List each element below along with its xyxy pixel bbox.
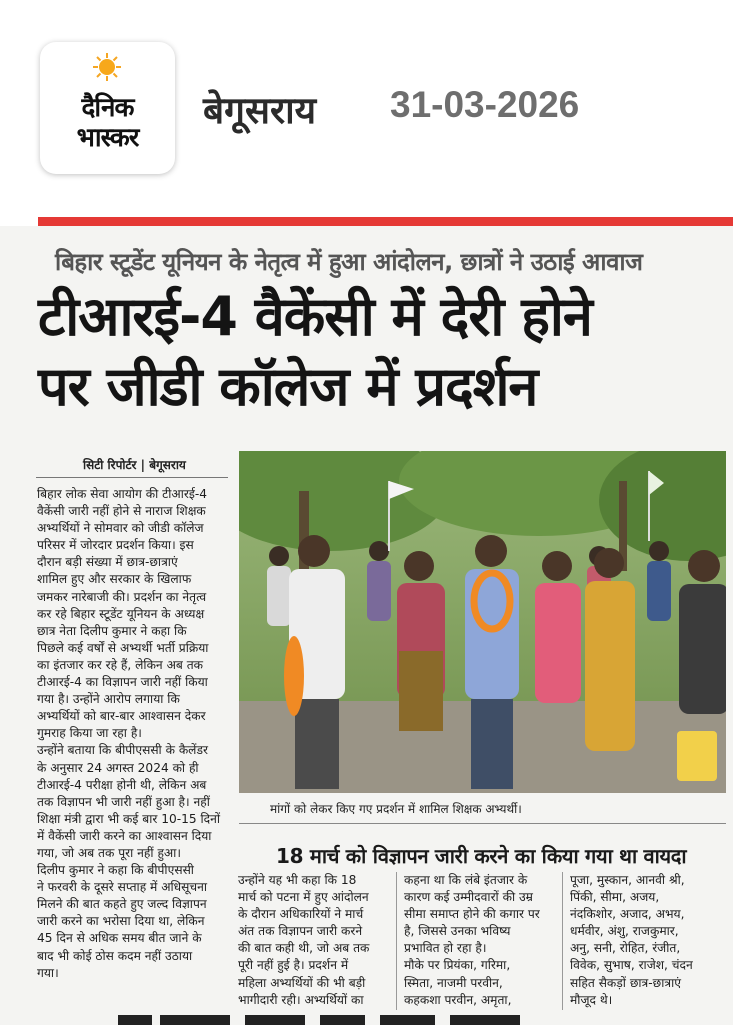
body-line: परिसर में जोरदार प्रदर्शन किया। इस [37,538,194,553]
body-line: अभ्यर्थियों को बार-बार आश्वासन देकर [37,709,206,724]
body-line: वैकेंसी जारी नहीं होने से नाराज शिक्षक [37,504,206,519]
body-line: पूरी नहीं हुई है। प्रदर्शन में [238,958,349,973]
column-divider [396,872,397,1010]
body-line: गया, जो अब तक पूरा नहीं हुआ। [37,845,181,860]
body-line: बिहार लोक सेवा आयोग की टीआरई-4 [37,487,207,501]
body-line: दिलीप कुमार ने कहा कि बीपीएससी [37,863,194,878]
body-line: दौरान बड़ी संख्या में छात्र-छात्राएं [37,555,178,570]
body-line: की बात कही थी, जो अब तक [238,941,370,956]
body-line: विवेक, सुभाष, राजेश, चंदन [570,958,693,973]
body-line: पिंकी, सीमा, अजय, [570,890,660,905]
body-line: पूजा, मुस्कान, आनवी श्री, [570,873,685,887]
body-line: गया है। उन्होंने आरोप लगाया कि [37,692,180,707]
body-line: धर्मवीर, अंशु, राजकुमार, [570,924,679,939]
body-line: टीआरई-4 का विज्ञापन जारी नहीं किया [37,675,208,690]
body-column-1 [37,486,227,982]
caption-divider [239,823,726,824]
article-kicker: बिहार स्टूडेंट यूनियन के नेतृत्व में हुआ आंदोलन, छात्रों ने उठाई आवाज [55,248,643,276]
body-line: उन्होंने बताया कि बीपीएससी के कैलेंडर [37,743,208,758]
body-line: जमकर नारेबाजी की। प्रदर्शन का नेतृत्व [37,589,207,604]
body-column-4 [570,872,730,1009]
article-headline [38,282,592,422]
sun-icon [92,52,122,82]
photo-caption: मांगों को लेकर किए गए प्रदर्शन में शामिल शिक्षक अभ्यर्थी। [270,802,522,816]
protest-photo [239,451,726,793]
body-line: के अनुसार 24 अगस्त 2024 को ही [37,760,199,775]
body-line: स्मिता, नाजमी परवीन, [404,975,503,990]
headline-line-2: पर जीडी कॉलेज में प्रदर्शन [38,355,538,418]
body-line: सीमा समाप्त होने की कगार पर [404,907,540,922]
cutoff-text-fragment [0,1010,733,1025]
body-line: अनु, सनी, रोहित, रंजीत, [570,941,681,956]
body-line: ने फरवरी के दूसरे सप्ताह में अधिसूचना [37,880,208,895]
header-divider [38,217,733,226]
body-line: गया। [37,965,59,980]
body-line: है, जिससे उनका भविष्य [404,924,511,939]
body-line: कारण कई उम्मीदवारों की उम्र [404,890,533,905]
edition-city: बेगूसराय [203,89,317,132]
body-line: छात्र नेता दिलीप कुमार ने कहा कि [37,623,187,638]
logo-text-line1: दैनिक [81,93,134,123]
body-line: 45 दिन से अधिक समय बीत जाने के [37,931,202,946]
body-line: मार्च को पटना में हुए आंदोलन [238,890,369,905]
edition-date: 31-03-2026 [390,84,580,125]
next-story-cutoff [0,1010,733,1025]
body-line: जारी करने का भरोसा दिया था, लेकिन [37,914,205,929]
body-line: अभ्यर्थियों ने सोमवार को जीडी कॉलेज [37,521,204,536]
body-line: टीआरई-4 परीक्षा होनी थी, लेकिन अब [37,777,207,792]
body-line: सहित सैकड़ों छात्र-छात्राएं [570,975,681,990]
body-line: उन्होंने यह भी कहा कि 18 [238,873,357,887]
article-subhead: 18 मार्च को विज्ञापन जारी करने का किया गया था वायदा [276,844,687,868]
body-line: महिला अभ्यर्थियों की भी बड़ी [238,975,366,990]
body-line: मौजूद थे। [570,992,613,1007]
body-line: शिक्षा मंत्री द्वारा भी कई बार 10-15 दिनों [37,811,221,826]
body-line: मौके पर प्रियंका, गरिमा, [404,958,511,973]
body-line: गुमराह किया जा रहा है। [37,726,142,741]
body-line: अंत तक विज्ञापन जारी करने [238,924,363,939]
body-column-2 [238,872,390,1009]
byline: सिटी रिपोर्टर | बेगूसराय [83,458,186,472]
column-divider [562,872,563,1010]
body-line: बाद भी कोई ठोस कदम नहीं उठाया [37,948,193,963]
body-line: पिछले कई वर्षों से अभ्यर्थी भर्ती प्रक्रिया [37,640,209,655]
byline-divider [36,477,228,478]
body-line: कर रहे बिहार स्टूडेंट यूनियन के अध्यक्ष [37,606,205,621]
body-line: कहकशा परवीन, अमृता, [404,992,512,1007]
dainik-bhaskar-logo [40,42,175,174]
headline-line-1: टीआरई-4 वैकेंसी में देरी होने [38,285,592,348]
body-line: शामिल हुए और सरकार के खिलाफ [37,572,192,587]
body-line: नंदकिशोर, अजाद, अभय, [570,907,685,922]
body-line: तक विज्ञापन भी जारी नहीं हुआ है। नहीं [37,794,210,809]
protest-photo-illustration [239,451,726,793]
body-line: का इंतजार कर रहे हैं, लेकिन अब तक [37,657,204,672]
logo-text-line2: भास्कर [76,123,139,153]
body-line: भागीदारी रही। अभ्यर्थियों का [238,992,364,1007]
body-line: के दौरान अधिकारियों ने मार्च [238,907,364,922]
body-column-3 [404,872,558,1009]
body-line: कहना था कि लंबे इंतजार के [404,873,528,887]
body-line: प्रभावित हो रहा है। [404,941,487,956]
body-line: मिलने की बात कहते हुए जल्द विज्ञापन [37,897,207,912]
body-line: में वैकेंसी जारी करने का आश्वासन दिया [37,828,212,843]
